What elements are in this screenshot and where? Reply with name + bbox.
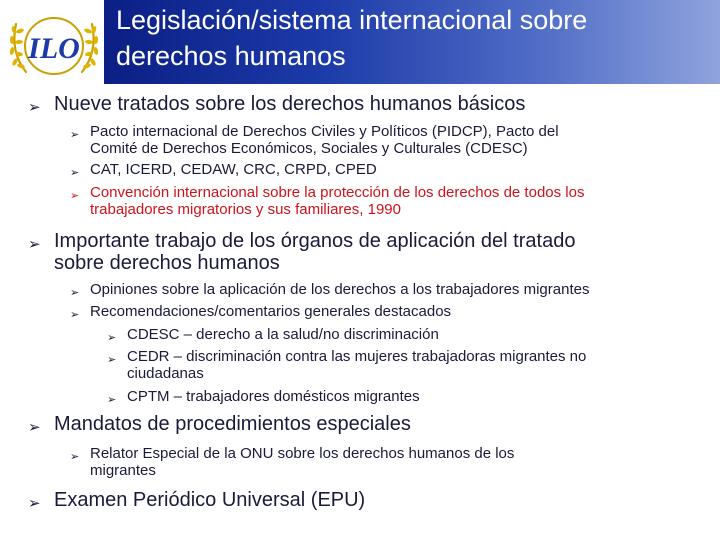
arrow-bullet-icon: ➢ <box>70 189 80 202</box>
title-line-2: derechos humanos <box>116 41 346 71</box>
text-line: Comité de Derechos Económicos, Sociales y Culturales (CDESC) <box>90 140 528 157</box>
sub-bullet-text: Recomendaciones/comentarios generales destacados <box>90 303 452 320</box>
sub-sub-bullet-item <box>107 388 420 408</box>
sub-bullet-item <box>70 123 559 157</box>
sub-bullet-text: CAT, ICERD, CEDAW, CRC, CRPD, CPED <box>90 161 377 178</box>
text-line: Relator Especial de la ONU sobre los derechos humanos de los <box>90 445 515 462</box>
arrow-bullet-icon: ➢ <box>107 353 117 366</box>
sub-bullet-item <box>70 161 377 181</box>
title-line-1: Legislación/sistema internacional sobre <box>116 5 588 35</box>
bullet-item <box>28 489 365 514</box>
text-line: Importante trabajo de los órganos de aplicación del tratado <box>54 230 576 252</box>
text-line: Pacto internacional de Derechos Civiles y Políticos (PIDCP), Pacto del <box>90 123 559 140</box>
bullet-item <box>28 413 411 438</box>
arrow-bullet-icon: ➢ <box>107 393 117 406</box>
sub-sub-bullet-text <box>127 348 586 382</box>
arrow-bullet-icon: ➢ <box>28 235 41 253</box>
text-line: ciudadanas <box>127 365 204 382</box>
arrow-bullet-icon: ➢ <box>70 128 80 141</box>
arrow-bullet-icon: ➢ <box>28 418 41 436</box>
sub-bullet-text <box>90 184 584 218</box>
sub-bullet-item <box>70 184 584 218</box>
sub-sub-bullet-item <box>107 348 586 382</box>
ilo-logo <box>6 6 102 80</box>
arrow-bullet-icon: ➢ <box>70 286 80 299</box>
ilo-logo-icon <box>6 6 102 80</box>
text-line: sobre derechos humanos <box>54 252 280 274</box>
bullet-text: Mandatos de procedimientos especiales <box>54 413 411 435</box>
sub-bullet-item <box>70 303 451 323</box>
text-line: migrantes <box>90 462 156 479</box>
arrow-bullet-icon: ➢ <box>28 494 41 512</box>
arrow-bullet-icon: ➢ <box>70 166 80 179</box>
bullet-text: Nueve tratados sobre los derechos humanos básicos <box>54 93 526 115</box>
text-line: Convención internacional sobre la protección de los derechos de todos los <box>90 184 585 201</box>
arrow-bullet-icon: ➢ <box>70 450 80 463</box>
bullet-text <box>54 230 575 274</box>
text-line: CEDR – discriminación contra las mujeres trabajadoras migrantes no <box>127 348 587 365</box>
svg-text:ILO: ILO <box>28 32 80 65</box>
title-bar <box>104 0 720 84</box>
sub-bullet-item <box>70 281 589 301</box>
sub-bullet-text <box>90 123 559 157</box>
arrow-bullet-icon: ➢ <box>28 98 41 116</box>
sub-bullet-text: Opiniones sobre la aplicación de los derechos a los trabajadores migrantes <box>90 281 590 298</box>
sub-sub-bullet-text: CPTM – trabajadores domésticos migrantes <box>127 388 420 405</box>
bullet-item <box>28 93 525 118</box>
sub-sub-bullet-item <box>107 326 439 346</box>
bullet-item <box>28 230 575 274</box>
bullet-text: Examen Periódico Universal (EPU) <box>54 489 366 511</box>
sub-bullet-item <box>70 445 514 479</box>
arrow-bullet-icon: ➢ <box>70 308 80 321</box>
arrow-bullet-icon: ➢ <box>107 331 117 344</box>
sub-bullet-text <box>90 445 514 479</box>
slide-title <box>104 0 720 74</box>
text-line: trabajadores migratorios y sus familiares, 1990 <box>90 201 401 218</box>
sub-sub-bullet-text: CDESC – derecho a la salud/no discriminación <box>127 326 439 343</box>
